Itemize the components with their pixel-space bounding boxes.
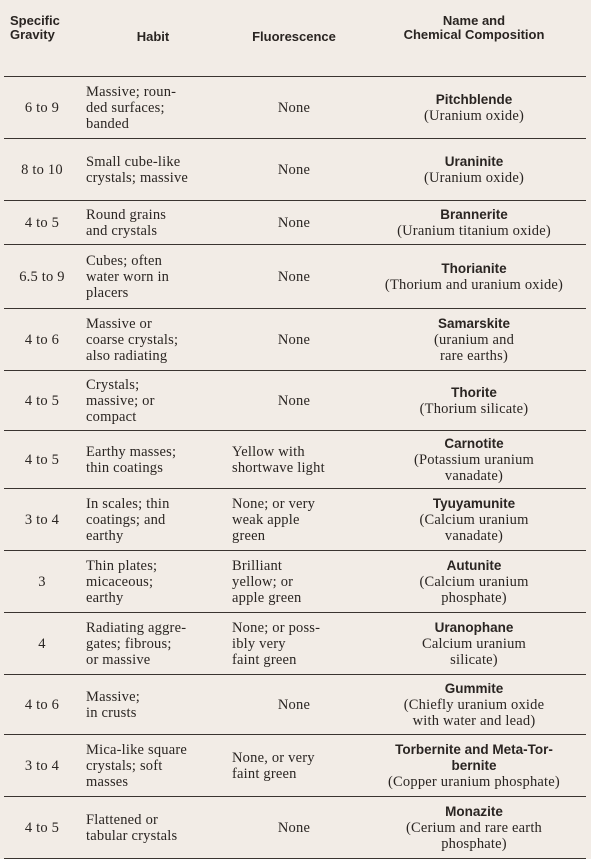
chemical-composition: (Calcium uranium vanadate) — [419, 511, 529, 544]
table-header — [4, 6, 586, 77]
name-composition-cell — [362, 431, 586, 489]
habit-text: Crystals; massive; or compact — [86, 376, 155, 425]
fluorescence-text: None — [277, 268, 311, 285]
fluorescence-cell — [226, 371, 362, 431]
name-composition-cell — [362, 797, 586, 859]
fluorescence-cell — [226, 201, 362, 245]
name-composition-cell — [362, 675, 586, 735]
chemical-composition: (Chiefly uranium oxide with water and lead) — [403, 696, 545, 729]
table-row — [4, 201, 586, 245]
chemical-composition: (Thorium and uranium oxide) — [384, 276, 564, 293]
table-row — [4, 675, 586, 735]
chemical-composition: (Uranium oxide) — [423, 107, 525, 124]
fluorescence-cell — [226, 77, 362, 139]
fluorescence-cell — [226, 613, 362, 675]
mineral-name: Monazite — [445, 803, 503, 819]
habit-cell — [80, 77, 226, 139]
specific-gravity-cell: 3 to 4 — [4, 735, 80, 797]
specific-gravity-cell: 6 to 9 — [4, 77, 80, 139]
habit-cell — [80, 797, 226, 859]
mineral-name: Brannerite — [440, 206, 508, 222]
table-row — [4, 431, 586, 489]
chemical-composition: (Cerium and rare earth phosphate) — [405, 819, 543, 852]
fluorescence-cell — [226, 139, 362, 201]
header-specific-gravity: Specific Gravity — [4, 6, 80, 77]
table-row — [4, 245, 586, 309]
habit-cell — [80, 309, 226, 371]
chemical-composition: (Calcium uranium phosphate) — [419, 573, 529, 606]
mineral-name: Samarskite — [437, 315, 511, 331]
habit-cell — [80, 489, 226, 551]
table-row — [4, 371, 586, 431]
name-composition-cell — [362, 371, 586, 431]
table-row — [4, 735, 586, 797]
habit-cell — [80, 551, 226, 613]
name-composition-cell — [362, 613, 586, 675]
fluorescence-text: None — [277, 819, 311, 836]
fluorescence-cell — [226, 797, 362, 859]
habit-cell — [80, 735, 226, 797]
name-composition-cell — [362, 201, 586, 245]
fluorescence-text: None — [277, 696, 311, 713]
specific-gravity-cell: 4 to 5 — [4, 431, 80, 489]
specific-gravity-cell: 4 — [4, 613, 80, 675]
habit-text: Massive or coarse crystals; also radiating — [86, 315, 179, 364]
name-composition-cell — [362, 551, 586, 613]
table-row — [4, 797, 586, 859]
specific-gravity-cell: 4 to 5 — [4, 371, 80, 431]
habit-text: Earthy masses; thin coatings — [86, 443, 177, 476]
habit-text: Flattened or tabular crystals — [86, 811, 178, 844]
habit-text: Round grains and crystals — [86, 206, 167, 239]
fluorescence-cell — [226, 309, 362, 371]
chemical-composition: (Copper uranium phosphate) — [388, 773, 560, 790]
specific-gravity-cell: 8 to 10 — [4, 139, 80, 201]
mineral-name: Autunite — [446, 557, 502, 573]
fluorescence-cell — [226, 735, 362, 797]
habit-cell — [80, 371, 226, 431]
table-row — [4, 77, 586, 139]
fluorescence-cell — [226, 551, 362, 613]
habit-cell — [80, 245, 226, 309]
specific-gravity-cell: 4 to 6 — [4, 675, 80, 735]
chemical-composition: Calcium uranium silicate) — [421, 635, 527, 668]
name-composition-cell — [362, 489, 586, 551]
mineral-name: Carnotite — [444, 435, 504, 451]
specific-gravity-cell: 3 to 4 — [4, 489, 80, 551]
habit-cell — [80, 613, 226, 675]
habit-cell — [80, 201, 226, 245]
name-composition-cell — [362, 735, 586, 797]
name-composition-cell — [362, 309, 586, 371]
name-composition-cell — [362, 139, 586, 201]
mineral-name: Pitchblende — [435, 91, 513, 107]
table-body — [4, 77, 586, 859]
fluorescence-text: None — [277, 214, 311, 231]
header-name-composition: Name and Chemical Composition — [362, 6, 586, 77]
mineral-name: Uranophane — [434, 619, 514, 635]
table-row — [4, 551, 586, 613]
chemical-composition: (Uranium oxide) — [423, 169, 525, 186]
fluorescence-text: Brilliant yellow; or apple green — [232, 557, 302, 606]
fluorescence-cell — [226, 245, 362, 309]
specific-gravity-cell: 4 to 5 — [4, 797, 80, 859]
specific-gravity-cell: 3 — [4, 551, 80, 613]
table-row — [4, 139, 586, 201]
specific-gravity-cell: 4 to 6 — [4, 309, 80, 371]
habit-cell — [80, 431, 226, 489]
header-row — [4, 6, 586, 77]
habit-text: Radiating aggre- gates; fibrous; or massive — [86, 619, 187, 668]
name-composition-cell — [362, 77, 586, 139]
fluorescence-text: Yellow with shortwave light — [232, 443, 325, 476]
header-habit: Habit — [80, 6, 226, 77]
fluorescence-cell — [226, 431, 362, 489]
mineral-name: Uraninite — [444, 153, 504, 169]
fluorescence-text: None — [277, 392, 311, 409]
habit-text: Massive; in crusts — [86, 688, 140, 721]
habit-cell — [80, 139, 226, 201]
mineral-name: Torbernite and Meta-Tor- bernite — [395, 741, 553, 773]
fluorescence-text: None — [277, 99, 311, 116]
name-composition-cell — [362, 245, 586, 309]
mineral-name: Thorianite — [441, 260, 507, 276]
chemical-composition: (uranium and rare earths) — [433, 331, 515, 364]
chemical-composition: (Thorium silicate) — [419, 400, 529, 417]
fluorescence-cell — [226, 675, 362, 735]
fluorescence-text: None; or very weak apple green — [232, 495, 316, 544]
specific-gravity-cell: 6.5 to 9 — [4, 245, 80, 309]
habit-cell — [80, 675, 226, 735]
chemical-composition: (Uranium titanium oxide) — [397, 222, 551, 239]
habit-text: Thin plates; micaceous; earthy — [86, 557, 158, 606]
mineral-name: Gummite — [444, 680, 504, 696]
fluorescence-text: None — [277, 331, 311, 348]
mineral-name: Thorite — [451, 384, 497, 400]
table-row — [4, 613, 586, 675]
fluorescence-text: None; or poss- ibly very faint green — [232, 619, 321, 668]
habit-text: In scales; thin coatings; and earthy — [86, 495, 170, 544]
habit-text: Massive; roun- ded surfaces; banded — [86, 83, 177, 132]
fluorescence-cell — [226, 489, 362, 551]
header-fluorescence: Fluorescence — [226, 6, 362, 77]
table-row — [4, 489, 586, 551]
mineral-name: Tyuyamunite — [432, 495, 516, 511]
mineral-properties-table — [4, 6, 586, 859]
habit-text: Cubes; often water worn in placers — [86, 252, 170, 301]
table-row — [4, 309, 586, 371]
fluorescence-text: None, or very faint green — [232, 749, 315, 782]
habit-text: Mica-like square crystals; soft masses — [86, 741, 188, 790]
habit-text: Small cube-like crystals; massive — [86, 153, 189, 186]
fluorescence-text: None — [277, 161, 311, 178]
specific-gravity-cell: 4 to 5 — [4, 201, 80, 245]
chemical-composition: (Potassium uranium vanadate) — [414, 451, 534, 484]
